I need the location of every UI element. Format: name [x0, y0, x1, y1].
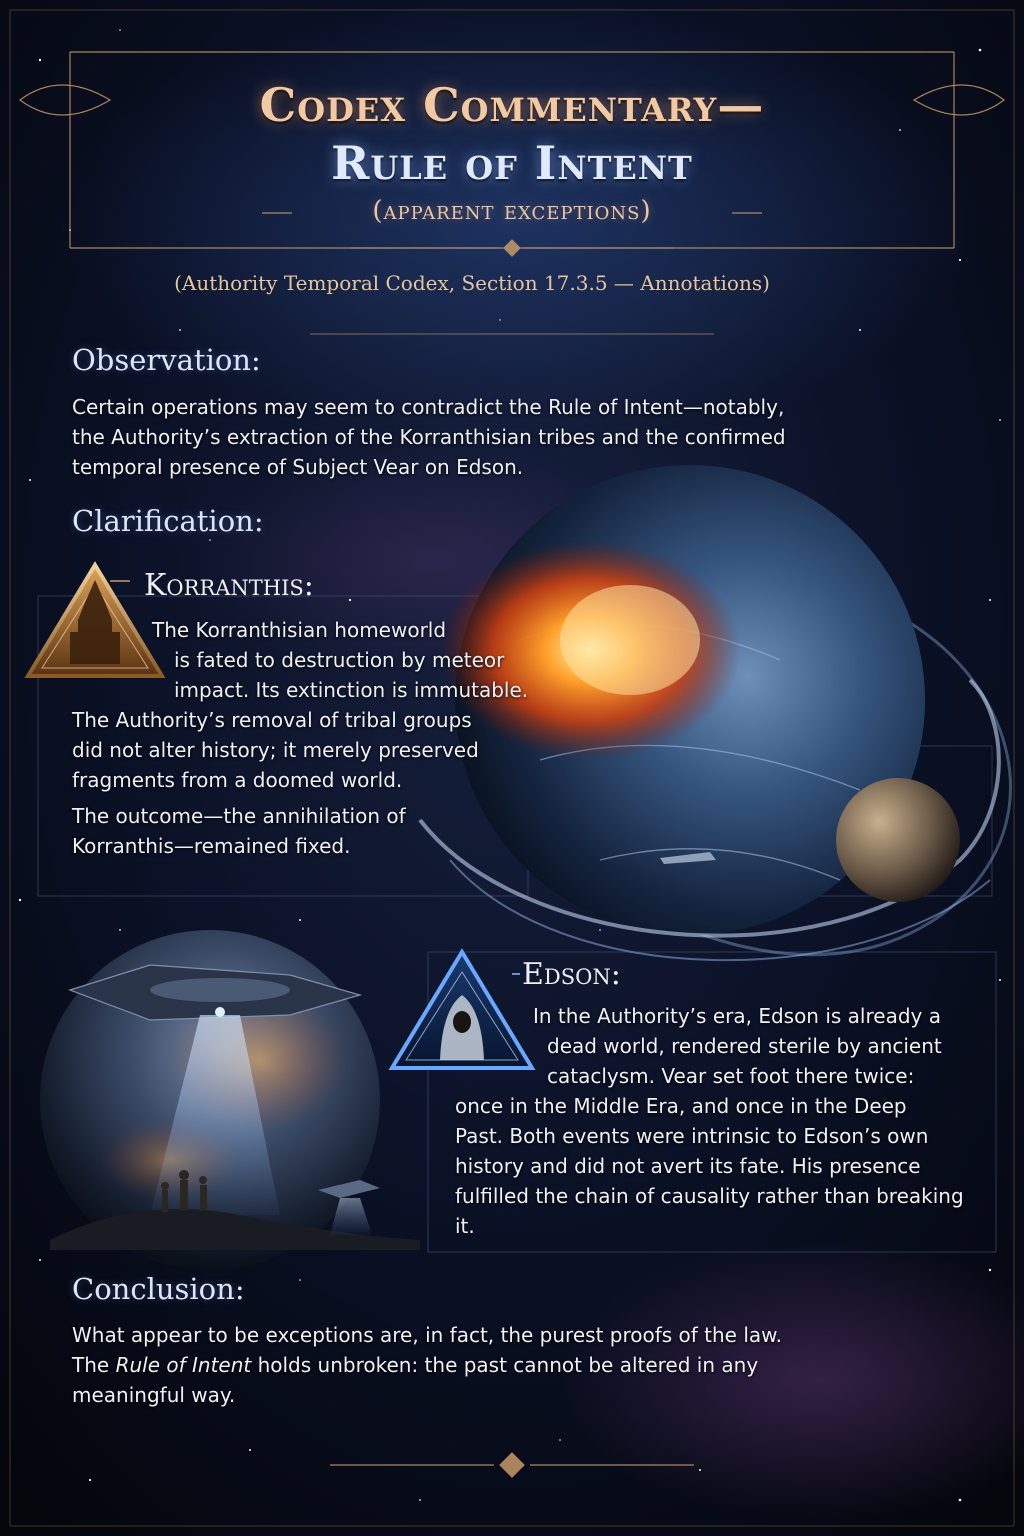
conclusion-line	[72, 1350, 782, 1380]
page-subtitle: (apparent exceptions)	[372, 196, 652, 226]
conclusion-text	[72, 1320, 782, 1410]
observation-line: Certain operations may seem to contradict the Rule of Intent—notably,	[72, 395, 785, 419]
korranthis-line: The Korranthisian homeworld	[152, 618, 447, 642]
edson-line: dead world, rendered sterile by ancient	[547, 1034, 942, 1058]
korranthis-line: fragments from a doomed world.	[72, 768, 403, 792]
observation-line: temporal presence of Subject Vear on Edson.	[72, 455, 524, 479]
conclusion-line-start: The	[72, 1353, 116, 1377]
conclusion-heading: Conclusion:	[72, 1272, 245, 1306]
edson-text	[455, 1001, 995, 1241]
conclusion-line-end: holds unbroken: the past cannot be altered in any	[251, 1353, 759, 1377]
observation-line: the Authority’s extraction of the Korranthisian tribes and the confirmed	[72, 425, 786, 449]
edson-line: In the Authority’s era, Edson is already a	[533, 1004, 941, 1028]
edson-heading: Edson:	[522, 957, 621, 992]
observation-text	[72, 392, 786, 482]
edson-line: cataclysm. Vear set foot there twice:	[547, 1064, 915, 1088]
observation-heading: Observation:	[72, 343, 261, 377]
edson-line: it.	[455, 1214, 475, 1238]
edson-line: fulfilled the chain of causality rather than breaking	[455, 1184, 964, 1208]
clarification-heading: Clarification:	[72, 504, 264, 538]
codex-citation: (Authority Temporal Codex, Section 17.3.5 — Annotations)	[174, 271, 770, 295]
korranthis-line: is fated to destruction by meteor	[174, 648, 505, 672]
edson-line: history and did not avert its fate. His presence	[455, 1154, 921, 1178]
korranthis-line: Korranthis—remained fixed.	[72, 834, 351, 858]
korranthis-line: The outcome—the annihilation of	[72, 804, 406, 828]
page-title: Codex Commentary—	[259, 78, 765, 132]
korranthis-line: The Authority’s removal of tribal groups	[72, 708, 472, 732]
korranthis-line: did not alter history; it merely preserved	[72, 738, 479, 762]
korranthis-text	[72, 615, 532, 861]
korranthis-line: impact. Its extinction is immutable.	[174, 678, 529, 702]
conclusion-line: What appear to be exceptions are, in fact, the purest proofs of the law.	[72, 1323, 783, 1347]
page-title-line-2: Rule of Intent	[331, 136, 693, 190]
edson-line: Past. Both events were intrinsic to Edson’s own	[455, 1124, 929, 1148]
rule-of-intent-emphasis: Rule of Intent	[115, 1353, 252, 1377]
conclusion-line: meaningful way.	[72, 1383, 236, 1407]
korranthis-heading: Korranthis:	[144, 568, 314, 603]
edson-line: once in the Middle Era, and once in the Deep	[455, 1094, 907, 1118]
